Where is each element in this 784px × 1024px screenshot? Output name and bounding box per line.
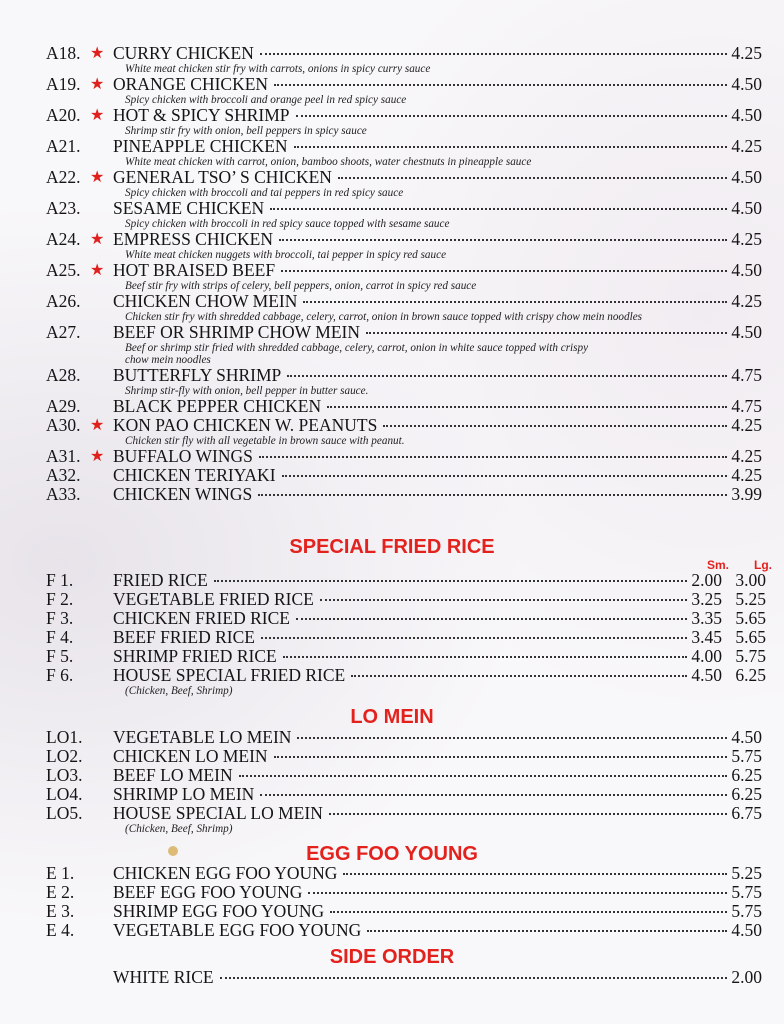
item-code: A20.: [46, 105, 81, 125]
item-price: 4.25: [731, 291, 762, 311]
menu-item-row: [0, 968, 784, 987]
menu-item-row: [0, 292, 784, 311]
dot-leader: [281, 269, 727, 272]
item-code: A21.: [46, 136, 81, 156]
menu-item-row: [0, 466, 784, 485]
red-star-icon: ★: [90, 417, 105, 434]
menu-item-row: [0, 647, 784, 666]
item-line: [113, 571, 766, 590]
item-name: BEEF FRIED RICE: [113, 627, 255, 647]
menu-item-row: [0, 666, 784, 685]
item-description: Shrimp stir-fly with onion, bell pepper in butter sauce.: [125, 385, 369, 397]
item-code: A24.: [46, 229, 81, 249]
item-line: [113, 902, 762, 921]
menu-item-row: [0, 864, 784, 883]
item-line: [113, 728, 762, 747]
menu-item-row: [0, 571, 784, 590]
item-line: [113, 647, 766, 666]
item-price: 4.50: [731, 322, 762, 342]
red-star-icon: ★: [90, 76, 105, 93]
entrees-section: [0, 44, 784, 504]
item-code: A22.: [46, 167, 81, 187]
item-price: 5.75: [731, 746, 762, 766]
menu-item-row: [0, 416, 784, 435]
item-line: [113, 609, 766, 628]
menu-item-row: [0, 747, 784, 766]
item-name: SHRIMP FRIED RICE: [113, 646, 277, 666]
item-description: Chicken stir fly with all vegetable in brown sauce with peanut.: [125, 435, 405, 447]
item-line: [113, 968, 762, 987]
item-description: White meat chicken stir fry with carrots, onions in spicy curry sauce: [125, 63, 431, 75]
item-name: SESAME CHICKEN: [113, 198, 265, 218]
item-description: White meat chicken nuggets with broccoli, tai pepper in spicy red sauce: [125, 249, 447, 261]
large-price: 3.00: [735, 570, 766, 590]
menu-item-row: [0, 397, 784, 416]
item-name: CHICKEN WINGS: [113, 484, 253, 504]
menu-item-row: [0, 883, 784, 902]
item-code: F 5.: [46, 646, 74, 666]
dot-leader: [239, 774, 728, 777]
item-line: [113, 366, 762, 385]
item-name: HOUSE SPECIAL FRIED RICE: [113, 665, 346, 685]
item-name: PINEAPPLE CHICKEN: [113, 136, 288, 156]
menu-item-row: [0, 261, 784, 280]
item-code: F 6.: [46, 665, 74, 685]
red-star-icon: ★: [90, 107, 105, 124]
menu-item-row: [0, 628, 784, 647]
item-line: [113, 628, 766, 647]
item-description: Shrimp stir fry with onion, bell peppers in spicy sauce: [125, 125, 367, 137]
item-code: A27.: [46, 322, 81, 342]
item-description: Spicy chicken with broccoli and orange peel in red spicy sauce: [125, 94, 407, 106]
dot-leader: [343, 872, 727, 875]
item-name: HOUSE SPECIAL LO MEIN: [113, 803, 323, 823]
item-line: [113, 466, 762, 485]
item-name: HOT & SPICY SHRIMP: [113, 105, 290, 125]
item-price: 4.50: [731, 198, 762, 218]
dot-leader: [274, 83, 727, 86]
small-price: 3.45: [691, 627, 722, 647]
item-name: KON PAO CHICKEN W. PEANUTS: [113, 415, 378, 435]
menu-item-row: [0, 106, 784, 125]
large-price: 6.25: [735, 665, 766, 685]
item-name: VEGETABLE EGG FOO YOUNG: [113, 920, 362, 940]
item-line: [113, 447, 762, 466]
item-line: [113, 168, 762, 187]
item-description: Spicy chicken with broccoli in red spicy sauce topped with sesame sauce: [125, 218, 450, 230]
menu-item-row: [0, 447, 784, 466]
red-star-icon: ★: [90, 169, 105, 186]
menu-item-row: [0, 590, 784, 609]
small-price: 4.50: [691, 665, 722, 685]
dot-leader: [320, 598, 688, 601]
dot-leader: [327, 405, 727, 408]
menu-item-row: [0, 785, 784, 804]
egg-foo-young-heading: EGG FOO YOUNG: [306, 843, 478, 865]
item-code: E 2.: [46, 882, 75, 902]
item-price: 6.25: [731, 784, 762, 804]
item-line: [113, 137, 762, 156]
item-price: 4.50: [731, 727, 762, 747]
dot-leader: [282, 474, 728, 477]
item-code: LO3.: [46, 765, 83, 785]
item-code: LO5.: [46, 803, 83, 823]
item-code: E 4.: [46, 920, 75, 940]
item-price: 4.25: [731, 465, 762, 485]
dot-leader: [283, 655, 688, 658]
item-price: 4.25: [731, 446, 762, 466]
item-line: [113, 590, 766, 609]
menu-item-row: [0, 168, 784, 187]
dot-leader: [366, 331, 727, 334]
item-line: [113, 292, 762, 311]
item-code: LO4.: [46, 784, 83, 804]
item-name: CHICKEN TERIYAKI: [113, 465, 276, 485]
large-price: 5.65: [735, 608, 766, 628]
item-line: [113, 106, 762, 125]
menu-item-row: [0, 75, 784, 94]
item-line: [113, 864, 762, 883]
menu-item-row: [0, 766, 784, 785]
dot-leader: [214, 579, 688, 582]
item-line: [113, 199, 762, 218]
item-code: F 3.: [46, 608, 74, 628]
item-name: BEEF OR SHRIMP CHOW MEIN: [113, 322, 360, 342]
item-line: [113, 766, 762, 785]
item-line: [113, 666, 766, 685]
item-price: 4.25: [731, 43, 762, 63]
item-price: 5.25: [731, 863, 762, 883]
large-size-label: Lg.: [754, 558, 772, 572]
dot-leader: [303, 300, 727, 303]
item-line: [113, 785, 762, 804]
red-star-icon: ★: [90, 448, 105, 465]
lo-mein-heading: LO MEIN: [350, 706, 434, 728]
item-name: VEGETABLE FRIED RICE: [113, 589, 314, 609]
item-price: 3.99: [731, 484, 762, 504]
menu-item-row: [0, 199, 784, 218]
item-price: 4.25: [731, 229, 762, 249]
item-line: [113, 397, 762, 416]
red-star-icon: ★: [90, 45, 105, 62]
item-price: 2.00: [731, 967, 762, 987]
item-code: A25.: [46, 260, 81, 280]
item-line: [113, 75, 762, 94]
menu-item-row: [0, 921, 784, 940]
menu-item-row: [0, 804, 784, 823]
item-price: 4.25: [731, 136, 762, 156]
item-price: 4.50: [731, 167, 762, 187]
dot-leader: [330, 910, 727, 913]
menu-item-row: [0, 230, 784, 249]
side-order-section: [0, 968, 784, 987]
item-line: [113, 230, 762, 249]
dot-leader: [338, 176, 727, 179]
item-name: VEGETABLE LO MEIN: [113, 727, 292, 747]
large-price: 5.65: [735, 627, 766, 647]
dot-leader: [296, 114, 728, 117]
item-name: BEEF LO MEIN: [113, 765, 233, 785]
dot-leader: [270, 207, 727, 210]
dot-leader: [367, 929, 727, 932]
item-line: [113, 416, 762, 435]
small-price: 4.00: [691, 646, 722, 666]
item-price: 5.75: [731, 901, 762, 921]
item-name: CHICKEN LO MEIN: [113, 746, 268, 766]
item-name: WHITE RICE: [113, 967, 214, 987]
item-price: 4.50: [731, 105, 762, 125]
small-price: 3.25: [691, 589, 722, 609]
item-name: HOT BRAISED BEEF: [113, 260, 276, 280]
item-name: BUTTERFLY SHRIMP: [113, 365, 282, 385]
item-description: chow mein noodles: [125, 354, 211, 366]
item-line: [113, 261, 762, 280]
red-star-icon: ★: [90, 262, 105, 279]
item-price: 4.75: [731, 396, 762, 416]
item-line: [113, 804, 762, 823]
item-name: BEEF EGG FOO YOUNG: [113, 882, 303, 902]
item-price: 4.50: [731, 920, 762, 940]
item-name: SHRIMP EGG FOO YOUNG: [113, 901, 325, 921]
dot-leader: [383, 424, 727, 427]
large-price: 5.25: [735, 589, 766, 609]
item-name: FRIED RICE: [113, 570, 208, 590]
dot-leader: [220, 976, 728, 979]
item-price: 6.25: [731, 765, 762, 785]
item-price: 6.75: [731, 803, 762, 823]
side-order-heading: SIDE ORDER: [329, 946, 455, 968]
item-name: CURRY CHICKEN: [113, 43, 254, 63]
item-note: (Chicken, Beef, Shrimp): [125, 823, 233, 835]
item-name: ORANGE CHICKEN: [113, 74, 269, 94]
item-line: [113, 883, 762, 902]
item-line: [113, 921, 762, 940]
item-code: A32.: [46, 465, 81, 485]
item-code: A23.: [46, 198, 81, 218]
dot-leader: [308, 891, 727, 894]
fried-rice-heading: SPECIAL FRIED RICE: [289, 536, 495, 558]
item-code: F 1.: [46, 570, 74, 590]
dot-leader: [329, 812, 728, 815]
item-price: 4.50: [731, 260, 762, 280]
dot-leader: [294, 145, 728, 148]
item-description: Spicy chicken with broccoli and tai peppers in red spicy sauce: [125, 187, 404, 199]
dot-leader: [287, 374, 727, 377]
item-price: 4.50: [731, 74, 762, 94]
item-name: CHICKEN CHOW MEIN: [113, 291, 298, 311]
item-code: E 1.: [46, 863, 75, 883]
fried-rice-section: [0, 571, 784, 697]
dot-leader: [296, 617, 687, 620]
item-code: A33.: [46, 484, 81, 504]
dot-leader: [260, 52, 728, 55]
item-description: White meat chicken with carrot, onion, bamboo shoots, water chestnuts in pineapple sauce: [125, 156, 532, 168]
lo-mein-section: [0, 728, 784, 835]
small-price: 2.00: [691, 570, 722, 590]
item-line: [113, 44, 762, 63]
item-code: A26.: [46, 291, 81, 311]
item-code: LO1.: [46, 727, 83, 747]
item-code: A31.: [46, 446, 81, 466]
menu-item-row: [0, 902, 784, 921]
item-price: 4.75: [731, 365, 762, 385]
item-price: 4.25: [731, 415, 762, 435]
menu-item-row: [0, 609, 784, 628]
item-name: CHICKEN EGG FOO YOUNG: [113, 863, 338, 883]
item-description: Beef or shrimp stir fried with shredded cabbage, celery, carrot, onion in white sauce topped with crispy: [125, 342, 589, 354]
item-code: A28.: [46, 365, 81, 385]
dot-leader: [261, 636, 687, 639]
small-price: 3.35: [691, 608, 722, 628]
item-line: [113, 747, 762, 766]
item-name: BUFFALO WINGS: [113, 446, 253, 466]
menu-item-row: [0, 366, 784, 385]
item-code: F 2.: [46, 589, 74, 609]
red-star-icon: ★: [90, 231, 105, 248]
item-name: CHICKEN FRIED RICE: [113, 608, 290, 628]
dot-leader: [258, 493, 727, 496]
dot-leader: [297, 736, 727, 739]
item-name: EMPRESS CHICKEN: [113, 229, 273, 249]
small-size-label: Sm.: [707, 558, 730, 572]
menu-item-row: [0, 323, 784, 342]
item-name: GENERAL TSO’ S CHICKEN: [113, 167, 332, 187]
egg-foo-young-section: [0, 864, 784, 940]
item-code: LO2.: [46, 746, 83, 766]
menu-item-row: [0, 728, 784, 747]
menu-item-row: [0, 137, 784, 156]
item-description: Chicken stir fry with shredded cabbage, celery, carrot, onion in brown sauce topped with crispy chow mein noodles: [125, 311, 643, 323]
dot-leader: [260, 793, 727, 796]
paper-stain: [168, 846, 178, 856]
item-line: [113, 323, 762, 342]
item-code: A29.: [46, 396, 81, 416]
item-code: A18.: [46, 43, 81, 63]
item-price: 5.75: [731, 882, 762, 902]
dot-leader: [274, 755, 728, 758]
item-name: BLACK PEPPER CHICKEN: [113, 396, 322, 416]
dot-leader: [259, 455, 728, 458]
item-code: A30.: [46, 415, 81, 435]
dot-leader: [351, 674, 687, 677]
item-note: (Chicken, Beef, Shrimp): [125, 685, 233, 697]
item-code: F 4.: [46, 627, 74, 647]
menu-item-row: [0, 485, 784, 504]
item-description: Beef stir fry with strips of celery, bell peppers, onion, carrot in spicy red sauce: [125, 280, 477, 292]
item-code: A19.: [46, 74, 81, 94]
item-line: [113, 485, 762, 504]
item-code: E 3.: [46, 901, 75, 921]
item-name: SHRIMP LO MEIN: [113, 784, 255, 804]
menu-item-row: [0, 44, 784, 63]
dot-leader: [279, 238, 727, 241]
large-price: 5.75: [735, 646, 766, 666]
